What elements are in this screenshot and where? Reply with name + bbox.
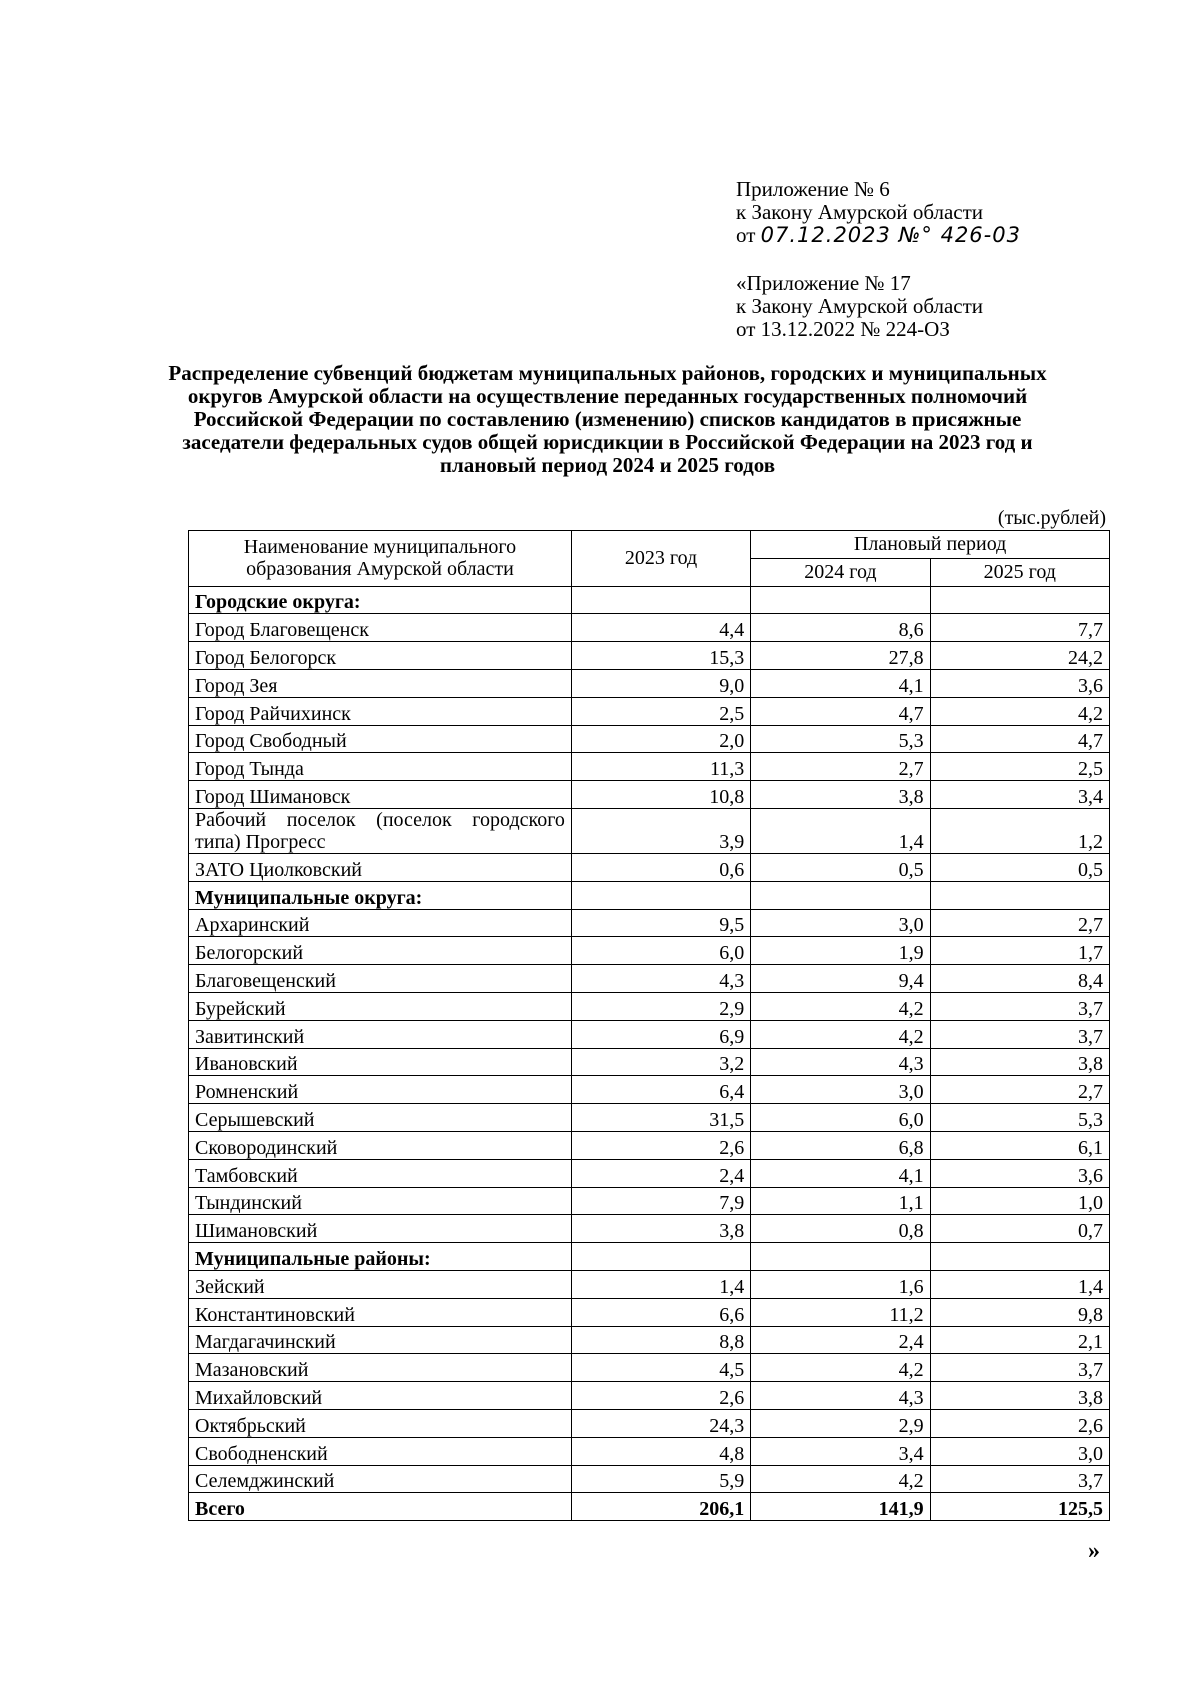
value-2023: 2,4	[571, 1159, 750, 1187]
value-2025: 5,3	[930, 1104, 1109, 1132]
table-row	[189, 725, 1110, 753]
empty-cell	[930, 586, 1109, 614]
table-row	[189, 697, 1110, 725]
table-row	[189, 1437, 1110, 1465]
value-2025: 8,4	[930, 965, 1109, 993]
value-2023: 6,6	[571, 1298, 750, 1326]
empty-cell	[751, 1243, 930, 1271]
municipality-name: Серышевский	[189, 1104, 572, 1132]
value-2025: 24,2	[930, 642, 1109, 670]
value-2024: 4,2	[751, 992, 930, 1020]
municipality-name: Сковородинский	[189, 1131, 572, 1159]
value-2023: 10,8	[571, 781, 750, 809]
value-2023: 2,9	[571, 992, 750, 1020]
value-2025: 2,1	[930, 1326, 1109, 1354]
value-2025: 9,8	[930, 1298, 1109, 1326]
section-heading-row	[189, 881, 1110, 909]
value-2024: 8,6	[751, 614, 930, 642]
value-2023: 1,4	[571, 1270, 750, 1298]
value-2025: 1,0	[930, 1187, 1109, 1215]
empty-cell	[571, 586, 750, 614]
value-2023: 11,3	[571, 753, 750, 781]
value-2023: 6,4	[571, 1076, 750, 1104]
table-row	[189, 753, 1110, 781]
value-2024: 4,2	[751, 1465, 930, 1493]
total-label: Всего	[189, 1493, 572, 1521]
municipality-name: Октябрьский	[189, 1409, 572, 1437]
appendix-date	[736, 224, 1021, 247]
value-2024: 3,4	[751, 1437, 930, 1465]
municipality-name: Город Шимановск	[189, 781, 572, 809]
value-2023: 4,8	[571, 1437, 750, 1465]
municipality-name: Город Зея	[189, 669, 572, 697]
amended-appendix-reference	[736, 272, 983, 341]
value-2024: 3,0	[751, 1076, 930, 1104]
value-2023: 2,6	[571, 1131, 750, 1159]
value-2023: 3,8	[571, 1215, 750, 1243]
municipality-name: Завитинский	[189, 1020, 572, 1048]
value-2023: 6,9	[571, 1020, 750, 1048]
municipality-name: Город Благовещенск	[189, 614, 572, 642]
value-2023: 31,5	[571, 1104, 750, 1132]
section-heading-row	[189, 586, 1110, 614]
value-2024: 1,4	[751, 808, 930, 853]
value-2024: 11,2	[751, 1298, 930, 1326]
value-2024: 4,7	[751, 697, 930, 725]
table-row	[189, 1465, 1110, 1493]
municipality-name: ЗАТО Циолковский	[189, 853, 572, 881]
header-2023: 2023 год	[571, 531, 750, 587]
section-heading-row	[189, 1243, 1110, 1271]
value-2023: 7,9	[571, 1187, 750, 1215]
table-body	[189, 586, 1110, 1521]
empty-cell	[571, 881, 750, 909]
value-2023: 3,9	[571, 808, 750, 853]
appendix-reference	[736, 178, 1021, 247]
table-row	[189, 909, 1110, 937]
municipality-name: Тамбовский	[189, 1159, 572, 1187]
value-2024: 4,1	[751, 1159, 930, 1187]
value-2024: 0,8	[751, 1215, 930, 1243]
total-2025: 125,5	[930, 1493, 1109, 1521]
value-2024: 6,8	[751, 1131, 930, 1159]
table-row	[189, 1131, 1110, 1159]
table-row	[189, 1104, 1110, 1132]
table-row	[189, 1215, 1110, 1243]
section-heading: Муниципальные округа:	[189, 881, 572, 909]
value-2023: 2,0	[571, 725, 750, 753]
municipality-name: Ивановский	[189, 1048, 572, 1076]
municipality-name: Константиновский	[189, 1298, 572, 1326]
section-heading: Городские округа:	[189, 586, 572, 614]
unit-note: (тыс.рублей)	[997, 507, 1106, 529]
section-heading: Муниципальные районы:	[189, 1243, 572, 1271]
value-2023: 24,3	[571, 1409, 750, 1437]
value-2023: 4,3	[571, 965, 750, 993]
table-row	[189, 1382, 1110, 1410]
amended-appendix-date: от 13.12.2022 № 224-ОЗ	[736, 317, 950, 341]
municipality-name: Селемджинский	[189, 1465, 572, 1493]
table-row	[189, 1159, 1110, 1187]
value-2025: 0,7	[930, 1215, 1109, 1243]
value-2024: 1,1	[751, 1187, 930, 1215]
municipality-name: Ромненский	[189, 1076, 572, 1104]
value-2025: 3,6	[930, 1159, 1109, 1187]
subvention-table	[188, 530, 1110, 1521]
value-2023: 9,0	[571, 669, 750, 697]
table-row	[189, 1270, 1110, 1298]
table-row	[189, 965, 1110, 993]
value-2025: 3,7	[930, 1354, 1109, 1382]
empty-cell	[930, 881, 1109, 909]
value-2025: 6,1	[930, 1131, 1109, 1159]
municipality-name: Рабочий поселок (поселок городского типа) Прогресс	[189, 808, 572, 853]
value-2025: 4,7	[930, 725, 1109, 753]
table-row	[189, 1076, 1110, 1104]
table-row	[189, 1326, 1110, 1354]
header-2024: 2024 год	[751, 558, 930, 586]
municipality-name: Город Тында	[189, 753, 572, 781]
header-name: Наименование муниципального образования Амурской области	[189, 531, 572, 587]
table-row	[189, 992, 1110, 1020]
value-2025: 3,8	[930, 1048, 1109, 1076]
value-2023: 9,5	[571, 909, 750, 937]
municipality-name: Город Райчихинск	[189, 697, 572, 725]
table-row	[189, 1354, 1110, 1382]
value-2023: 4,5	[571, 1354, 750, 1382]
value-2024: 1,9	[751, 937, 930, 965]
municipality-name: Свободненский	[189, 1437, 572, 1465]
appendix-number: Приложение № 6	[736, 177, 890, 201]
header-planned-period: Плановый период	[751, 531, 1110, 559]
total-2024: 141,9	[751, 1493, 930, 1521]
value-2024: 4,2	[751, 1354, 930, 1382]
municipality-name: Зейский	[189, 1270, 572, 1298]
table-header	[189, 531, 1110, 587]
municipality-name: Шимановский	[189, 1215, 572, 1243]
value-2023: 2,6	[571, 1382, 750, 1410]
value-2025: 3,0	[930, 1437, 1109, 1465]
value-2025: 3,7	[930, 1465, 1109, 1493]
municipality-name: Мазановский	[189, 1354, 572, 1382]
value-2024: 3,0	[751, 909, 930, 937]
value-2023: 5,9	[571, 1465, 750, 1493]
value-2025: 3,4	[930, 781, 1109, 809]
table-row	[189, 642, 1110, 670]
header-2025: 2025 год	[930, 558, 1109, 586]
value-2025: 2,6	[930, 1409, 1109, 1437]
value-2023: 3,2	[571, 1048, 750, 1076]
municipality-name: Тындинский	[189, 1187, 572, 1215]
value-2024: 1,6	[751, 1270, 930, 1298]
municipality-name: Город Белогорск	[189, 642, 572, 670]
value-2025: 2,7	[930, 909, 1109, 937]
table-row	[189, 614, 1110, 642]
value-2024: 2,7	[751, 753, 930, 781]
value-2025: 0,5	[930, 853, 1109, 881]
table-row	[189, 808, 1110, 853]
municipality-name: Город Свободный	[189, 725, 572, 753]
value-2025: 1,7	[930, 937, 1109, 965]
value-2024: 4,3	[751, 1048, 930, 1076]
value-2025: 4,2	[930, 697, 1109, 725]
value-2024: 9,4	[751, 965, 930, 993]
total-2023: 206,1	[571, 1493, 750, 1521]
municipality-name: Бурейский	[189, 992, 572, 1020]
table-row	[189, 1048, 1110, 1076]
value-2024: 6,0	[751, 1104, 930, 1132]
value-2023: 4,4	[571, 614, 750, 642]
value-2023: 2,5	[571, 697, 750, 725]
value-2025: 2,5	[930, 753, 1109, 781]
municipality-name: Магдагачинский	[189, 1326, 572, 1354]
table-row	[189, 1187, 1110, 1215]
table-row	[189, 781, 1110, 809]
table-row	[189, 1020, 1110, 1048]
value-2025: 1,2	[930, 808, 1109, 853]
empty-cell	[571, 1243, 750, 1271]
value-2025: 7,7	[930, 614, 1109, 642]
value-2025: 2,7	[930, 1076, 1109, 1104]
table-row	[189, 937, 1110, 965]
table-row	[189, 669, 1110, 697]
value-2025: 1,4	[930, 1270, 1109, 1298]
total-row	[189, 1493, 1110, 1521]
table-row	[189, 853, 1110, 881]
value-2024: 2,4	[751, 1326, 930, 1354]
appendix-date-prefix: от	[736, 223, 761, 247]
appendix-law: к Закону Амурской области	[736, 200, 984, 224]
value-2025: 3,7	[930, 992, 1109, 1020]
value-2023: 0,6	[571, 853, 750, 881]
value-2024: 27,8	[751, 642, 930, 670]
value-2024: 4,1	[751, 669, 930, 697]
table-row	[189, 1409, 1110, 1437]
value-2024: 4,3	[751, 1382, 930, 1410]
handwritten-date-number: 07.12.2023 №° 426-03	[760, 223, 1021, 247]
header-row-1	[189, 531, 1110, 559]
value-2024: 0,5	[751, 853, 930, 881]
value-2023: 8,8	[571, 1326, 750, 1354]
value-2023: 15,3	[571, 642, 750, 670]
value-2025: 3,8	[930, 1382, 1109, 1410]
value-2024: 5,3	[751, 725, 930, 753]
municipality-name: Михайловский	[189, 1382, 572, 1410]
municipality-name: Благовещенский	[189, 965, 572, 993]
document-title: Распределение субвенций бюджетам муниципальных районов, городских и муниципальных округов Амурской области на осуществление переданных государственных полномочий Российской Федерации по составлению (изменению) списков кандидатов в присяжные заседатели федеральных судов общей юрисдикции в Российской Федерации на 2023 год и плановый период 2024 и 2025 годов	[168, 361, 1047, 477]
empty-cell	[751, 586, 930, 614]
municipality-name: Архаринский	[189, 909, 572, 937]
value-2024: 4,2	[751, 1020, 930, 1048]
value-2024: 2,9	[751, 1409, 930, 1437]
value-2025: 3,7	[930, 1020, 1109, 1048]
closing-quote: »	[1088, 1538, 1100, 1564]
amended-appendix-number: «Приложение № 17	[736, 271, 911, 295]
empty-cell	[930, 1243, 1109, 1271]
municipality-name: Белогорский	[189, 937, 572, 965]
value-2025: 3,6	[930, 669, 1109, 697]
empty-cell	[751, 881, 930, 909]
amended-appendix-law: к Закону Амурской области	[736, 294, 984, 318]
table-row	[189, 1298, 1110, 1326]
value-2024: 3,8	[751, 781, 930, 809]
value-2023: 6,0	[571, 937, 750, 965]
